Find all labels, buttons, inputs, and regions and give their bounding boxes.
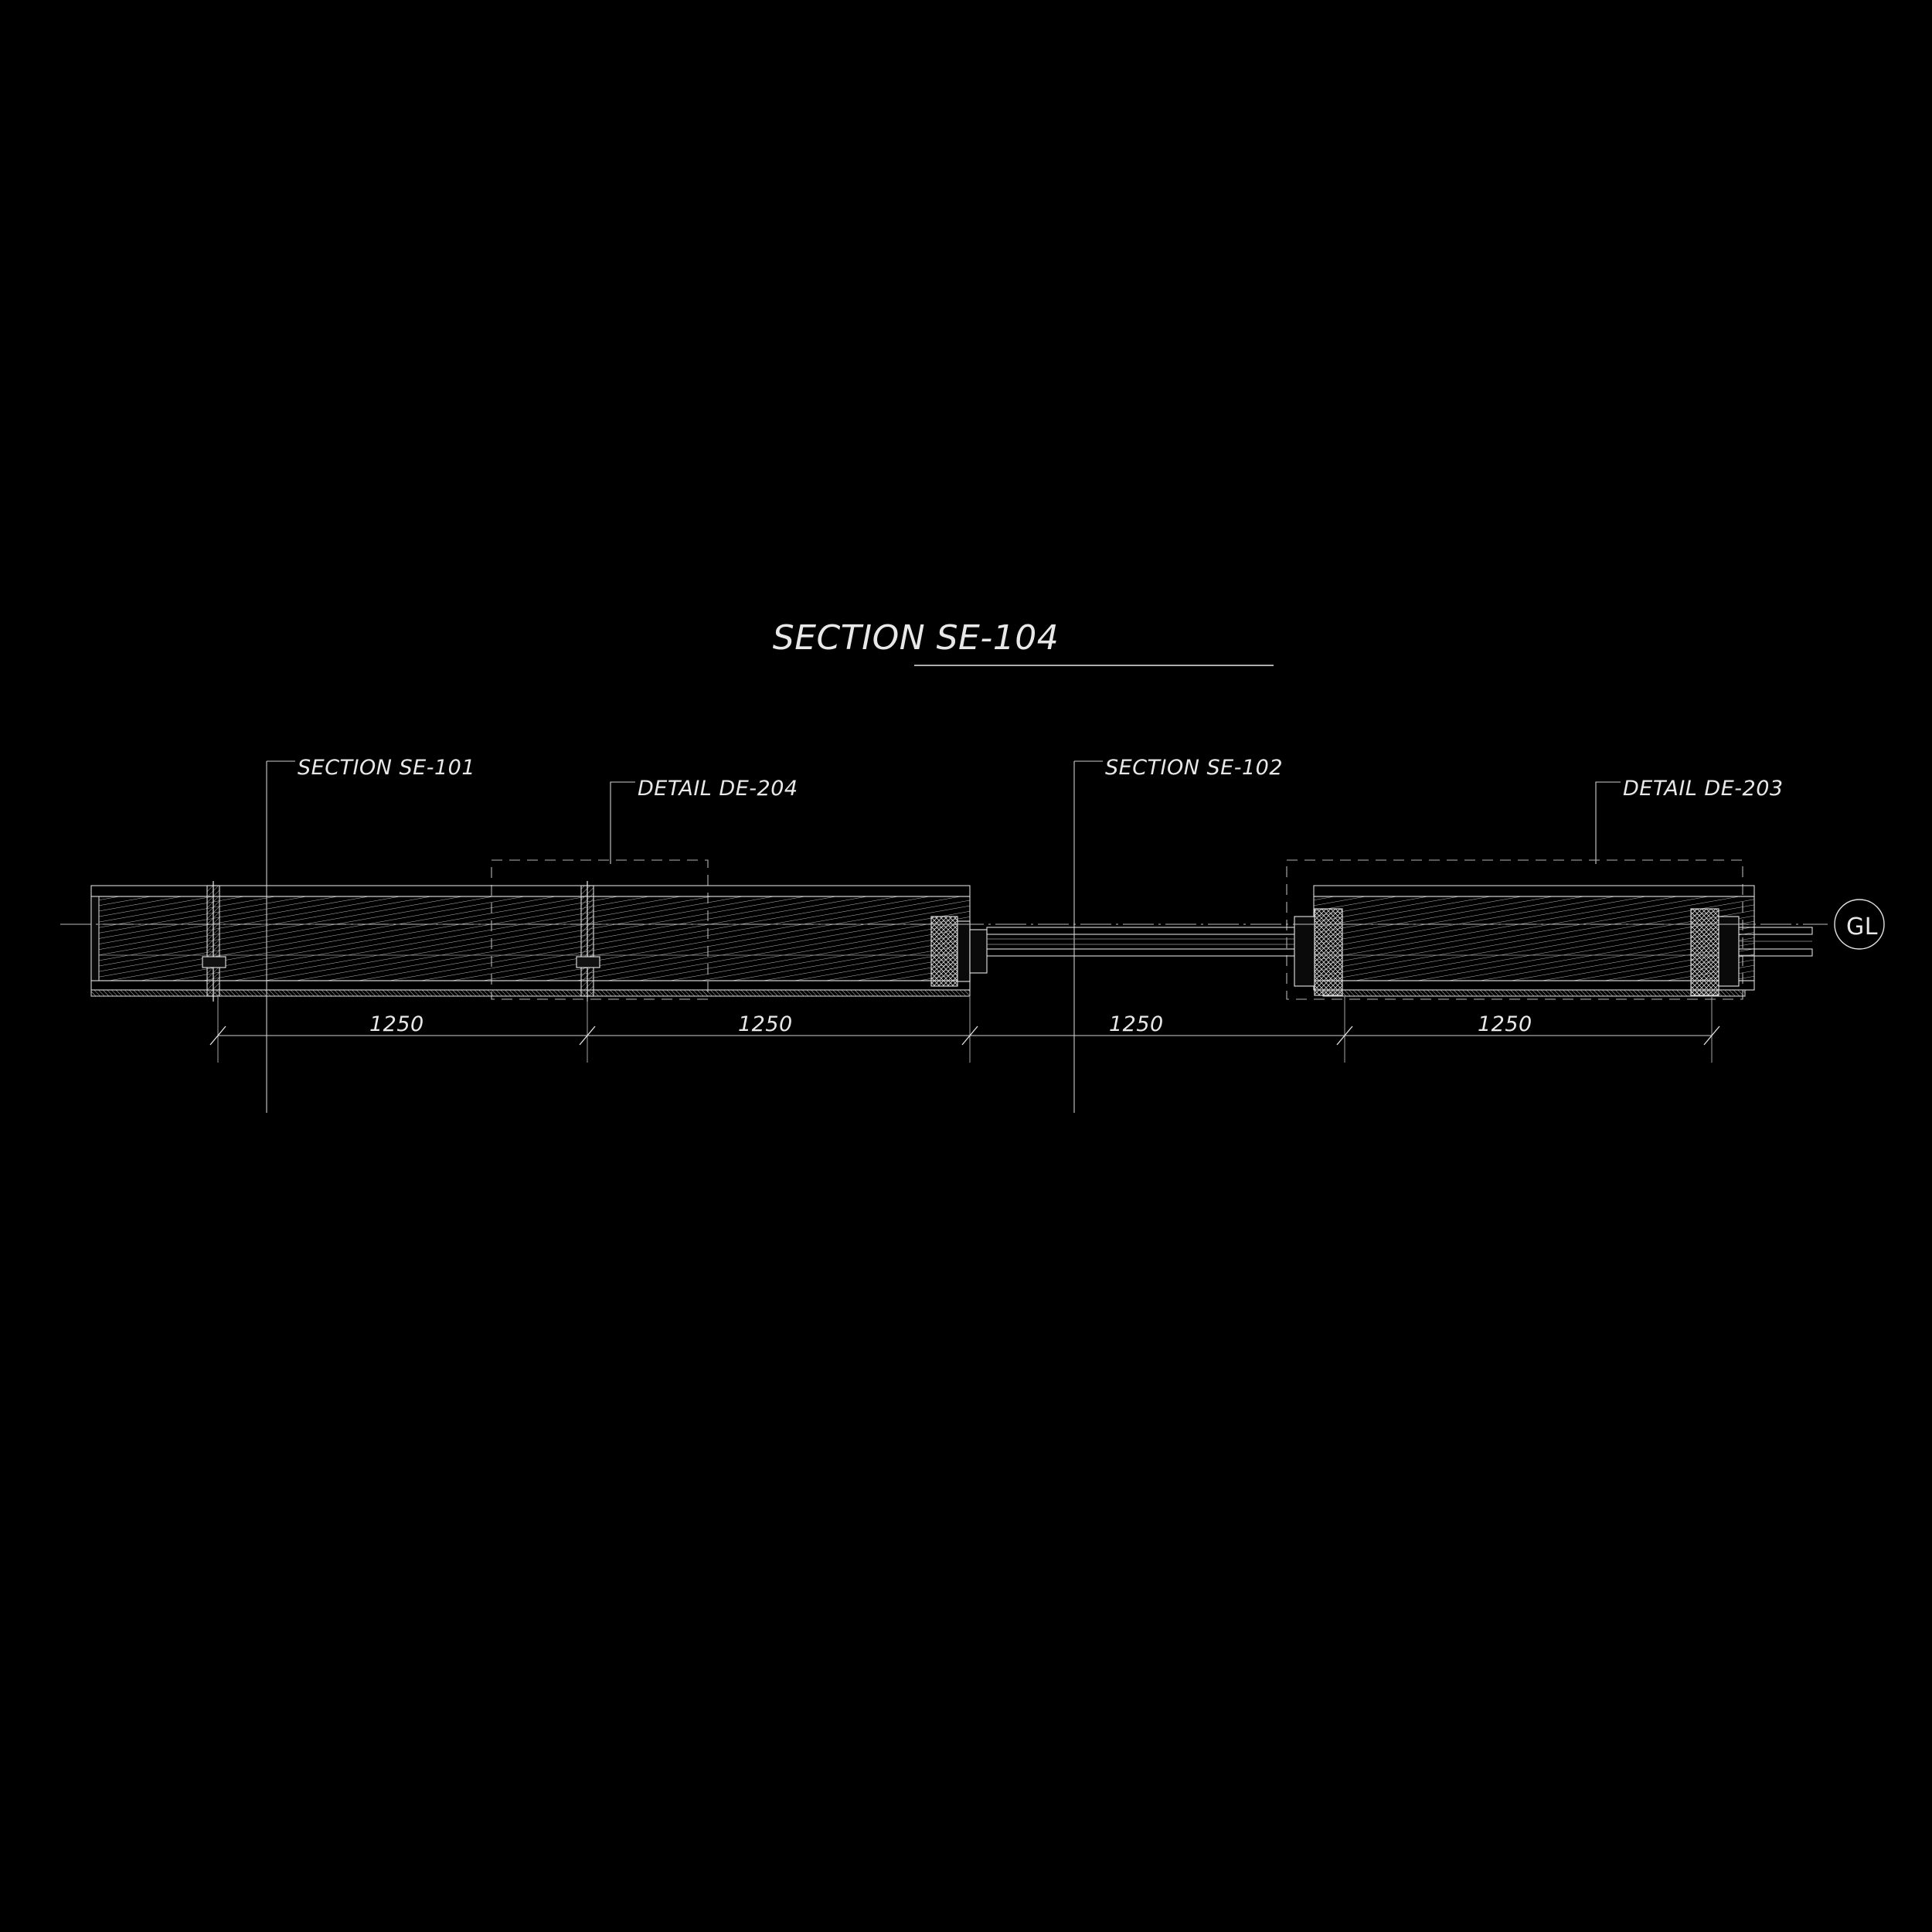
ground-level-label: GL <box>1846 913 1878 940</box>
dimension-label-2: 1250 <box>738 1012 793 1036</box>
page-title: SECTION SE-104 <box>772 618 1060 658</box>
dimension-label-4: 1250 <box>1478 1012 1532 1036</box>
callout-label-de-203: DETAIL DE-203 <box>1623 777 1784 801</box>
callout-label-se-101: SECTION SE-101 <box>298 756 476 780</box>
detail-boundary-de-204 <box>492 860 708 999</box>
callout-label-de-204: DETAIL DE-204 <box>638 777 798 801</box>
callout-label-se-102: SECTION SE-102 <box>1105 756 1284 780</box>
detail-boundary-de-203 <box>1287 860 1743 999</box>
dimension-label-1: 1250 <box>369 1012 424 1036</box>
dimension-label-3: 1250 <box>1109 1012 1164 1036</box>
